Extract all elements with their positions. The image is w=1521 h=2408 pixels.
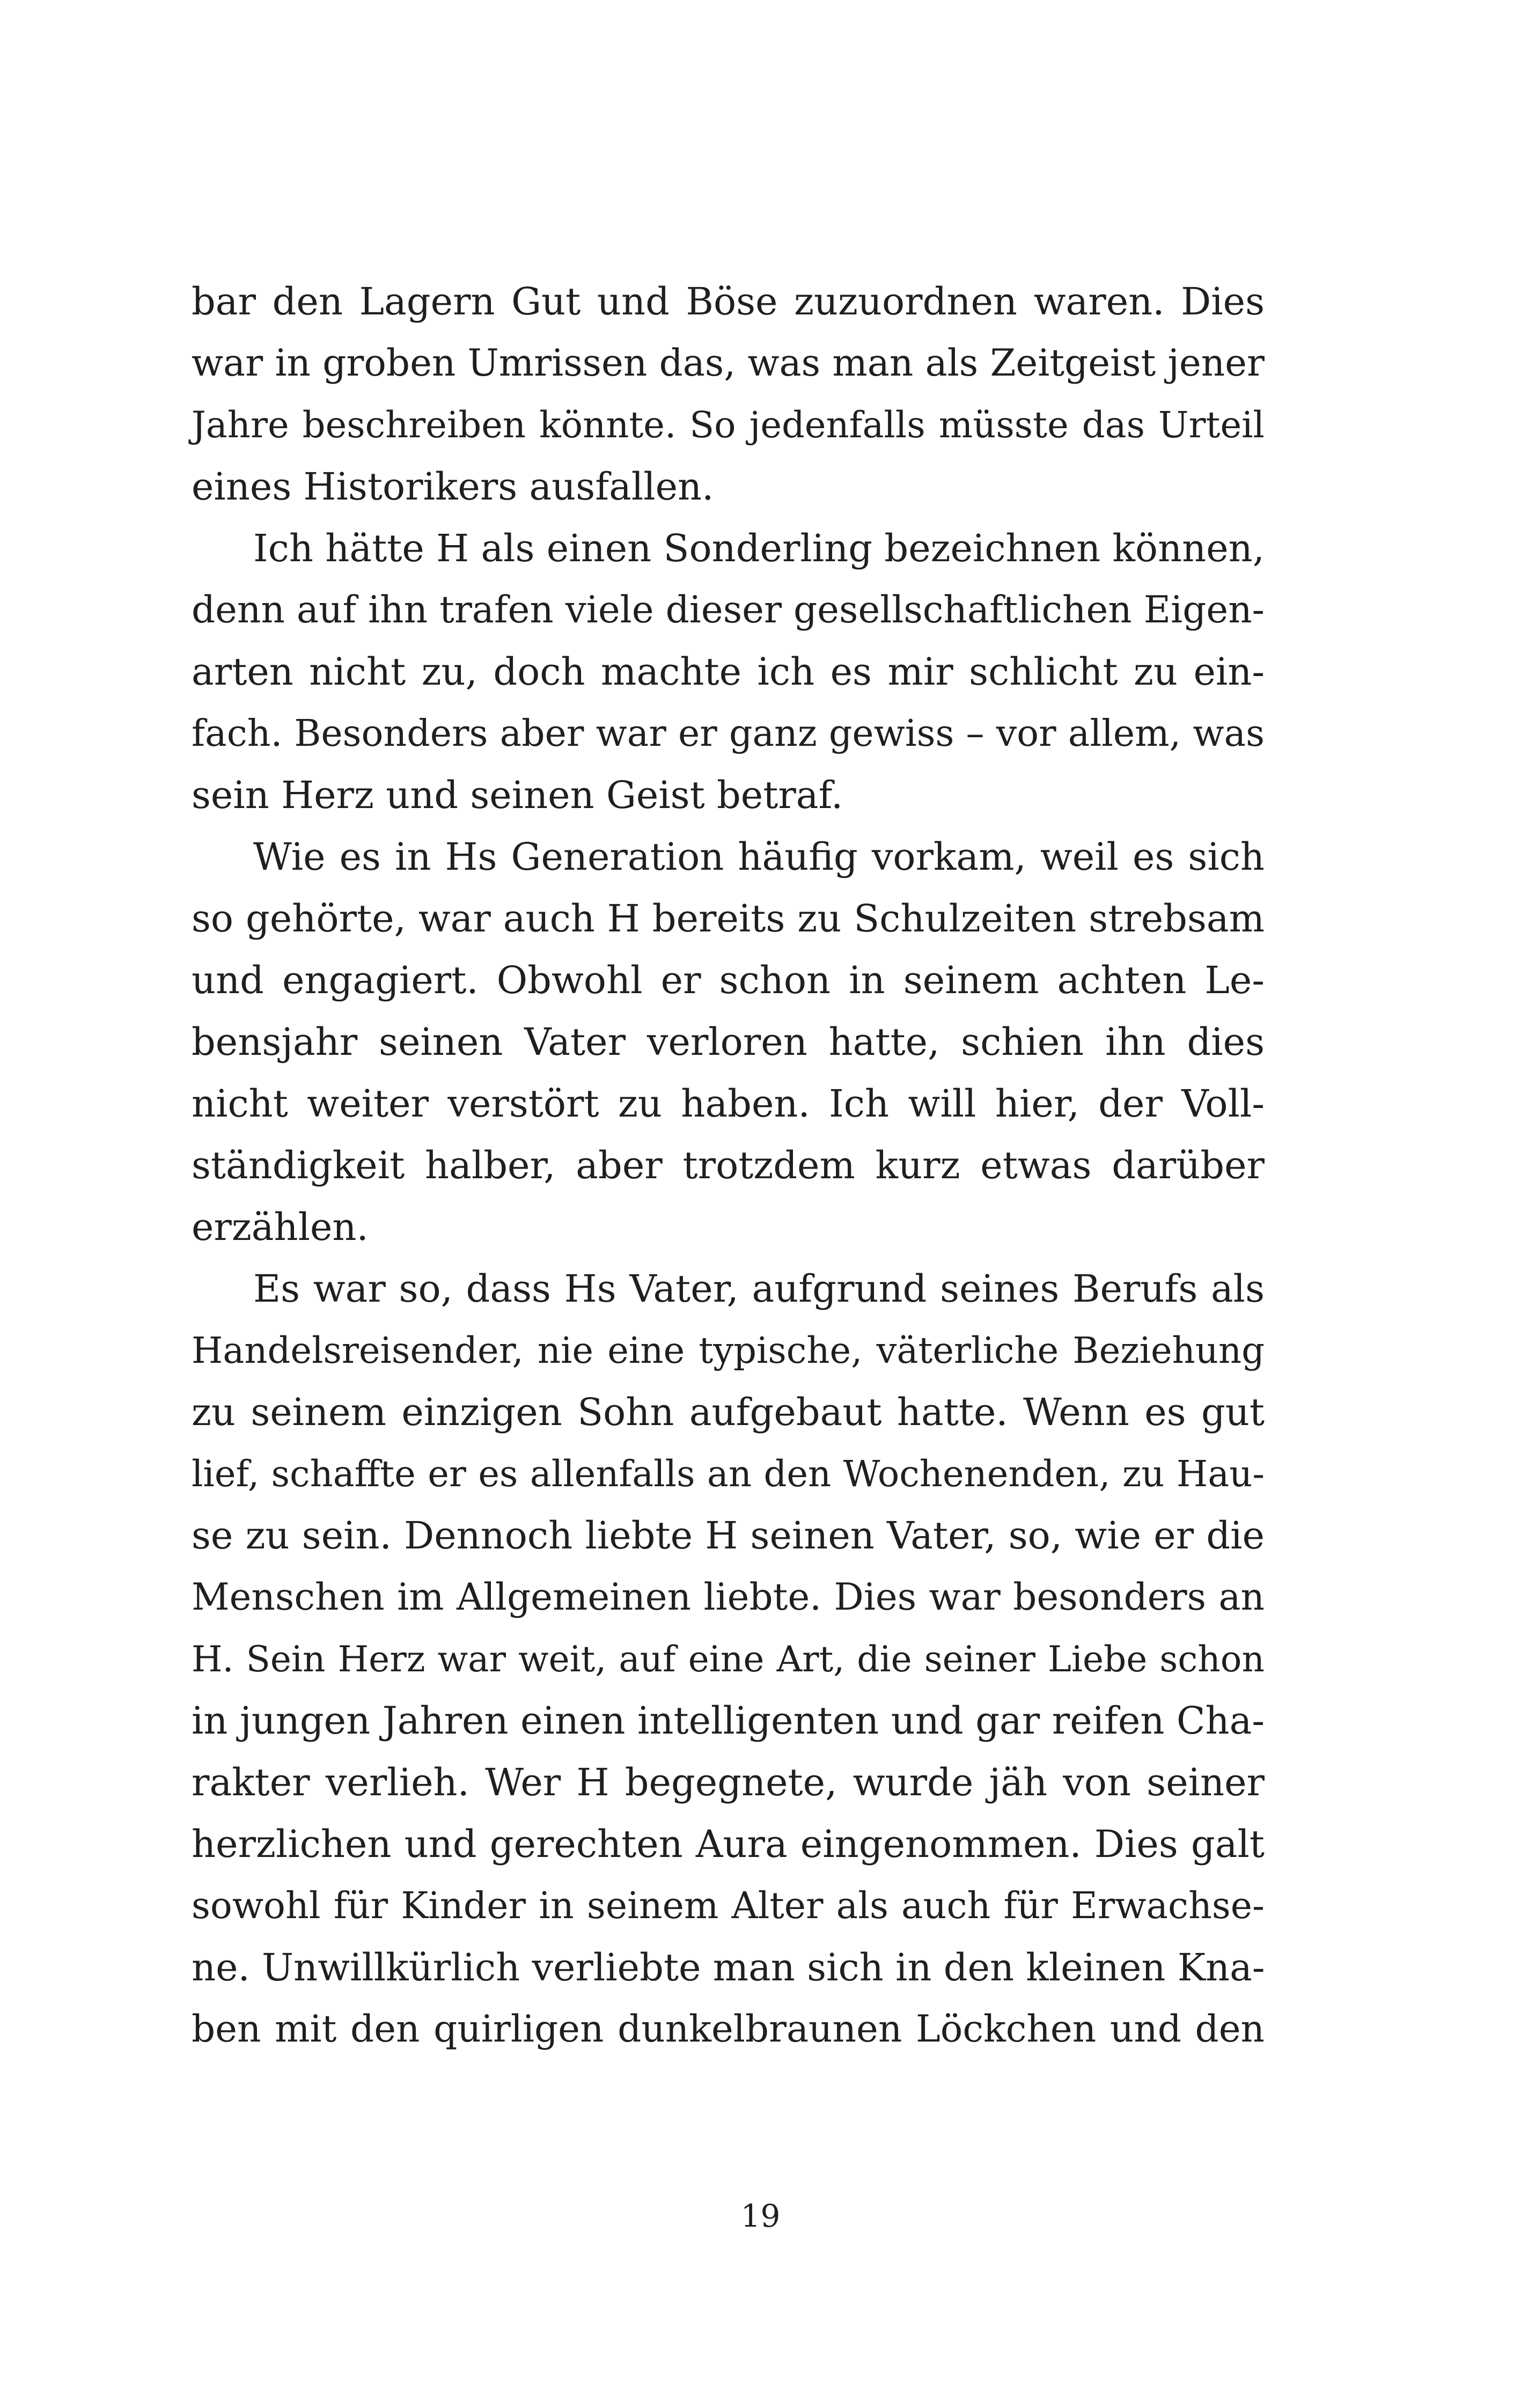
text-line: erzählen. [192, 1205, 369, 1249]
text-line: Es war so, dass Hs Vater, aufgrund seines Berufs als [253, 1267, 1265, 1311]
text-line: Handelsreisender, nie eine typische, väterliche Beziehung [192, 1330, 1265, 1371]
text-line: nicht weiter verstört zu haben. Ich will hier, der Voll- [192, 1082, 1265, 1126]
text-line: und engagiert. Obwohl er schon in seinem achten Le- [192, 958, 1265, 1002]
text-line: lief, schaffte er es allenfalls an den Wochenenden, zu Hau- [192, 1453, 1265, 1495]
text-line: H. Sein Herz war weit, auf eine Art, die seiner Liebe schon [192, 1639, 1265, 1680]
text-line: eines Historikers ausfallen. [192, 465, 714, 509]
text-line: sowohl für Kinder in seinem Alter als auch für Erwachse- [192, 1885, 1265, 1927]
text-line: arten nicht zu, doch machte ich es mir schlicht zu ein- [192, 650, 1265, 694]
text-line: Jahre beschreiben könnte. So jedenfalls müsste das Urteil [192, 404, 1265, 446]
text-line: in jungen Jahren einen intelligenten und gar reifen Cha- [192, 1699, 1265, 1743]
text-line: so gehörte, war auch H bereits zu Schulzeiten strebsam [192, 897, 1265, 941]
text-line: zu seinem einzigen Sohn aufgebaut hatte. Wenn es gut [192, 1390, 1265, 1434]
text-line: herzlichen und gerechten Aura eingenommen. Dies galt [192, 1822, 1265, 1866]
text-line: se zu sein. Dennoch liebte H seinen Vater, so, wie er die [192, 1514, 1265, 1558]
text-line: bar den Lagern Gut und Böse zuzuordnen waren. Dies [192, 280, 1265, 324]
text-line: rakter verlieh. Wer H begegnete, wurde jäh von seiner [192, 1760, 1265, 1804]
text-line: denn auf ihn trafen viele dieser gesellschaftlichen Eigen- [192, 589, 1265, 632]
text-line: ben mit den quirligen dunkelbraunen Löckchen und den [192, 2008, 1265, 2051]
text-line: fach. Besonders aber war er ganz gewiss – vor allem, was [192, 713, 1265, 755]
text-line: Wie es in Hs Generation häufig vorkam, weil es sich [253, 835, 1265, 879]
text-line: ständigkeit halber, aber trotzdem kurz etwas darüber [192, 1143, 1265, 1187]
text-line: war in groben Umrissen das, was man als Zeitgeist jener [192, 342, 1265, 385]
text-line: Menschen im Allgemeinen liebte. Dies war besonders an [192, 1576, 1265, 1619]
text-line: bensjahr seinen Vater verloren hatte, schien ihn dies [192, 1020, 1265, 1064]
text-line: sein Herz und seinen Geist betraf. [192, 773, 843, 817]
text-line: Ich hätte H als einen Sonderling bezeichnen können, [253, 526, 1265, 570]
text-line: ne. Unwillkürlich verliebte man sich in den kleinen Kna- [192, 1946, 1265, 1989]
page-number: 19 [740, 2198, 781, 2234]
body-text [192, 271, 1265, 2060]
